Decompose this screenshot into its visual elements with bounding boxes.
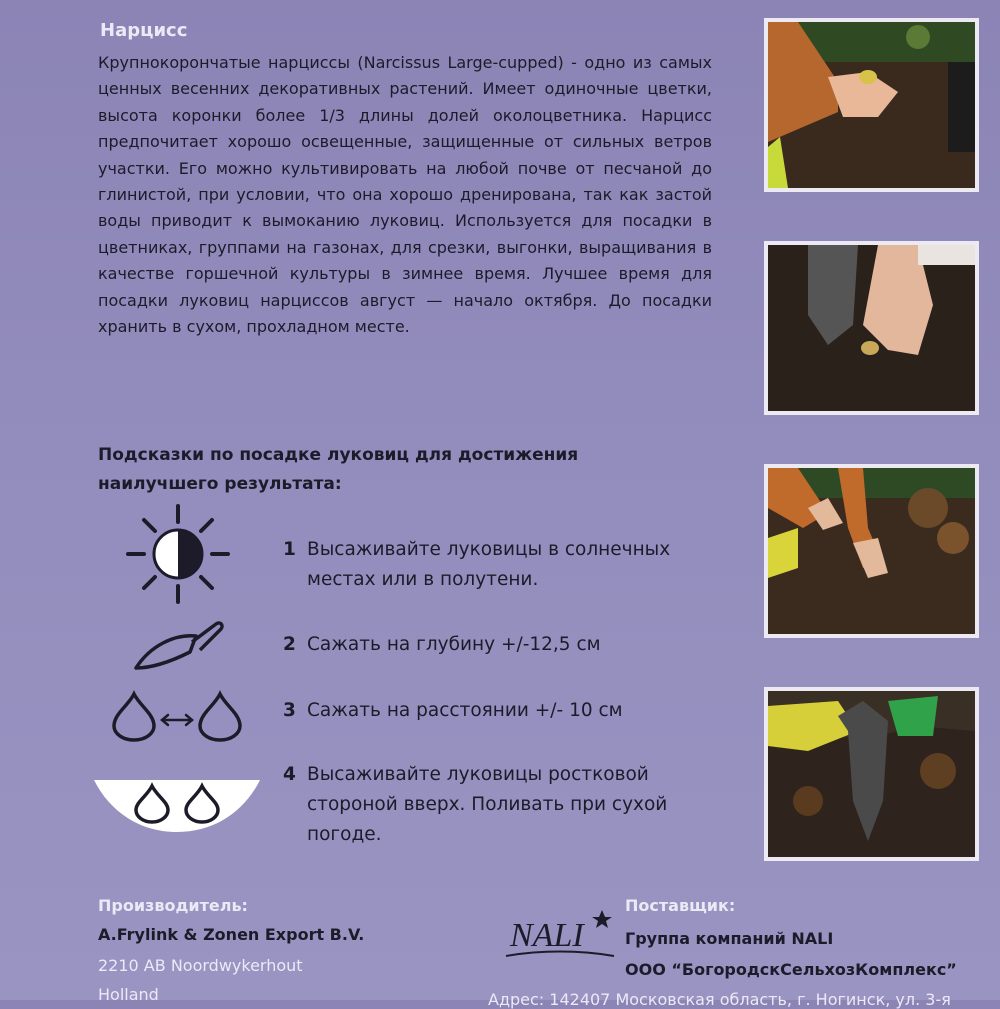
step-number: 2 bbox=[283, 634, 296, 655]
logo-text: NALI bbox=[510, 917, 584, 954]
page-title: Нарцисс bbox=[100, 20, 188, 41]
step-number: 3 bbox=[283, 700, 296, 721]
step-text: Сажать на глубину +/-12,5 см bbox=[307, 634, 601, 655]
step-number: 1 bbox=[283, 539, 296, 560]
supplier-company: ООО “БогородскСельхозКомплекс” bbox=[625, 960, 957, 979]
photo-trowel-in-soil bbox=[764, 687, 979, 861]
sun-half-shade-icon bbox=[124, 504, 232, 604]
tips-heading: Подсказки по посадке луковиц для достижения наилучшего результата: bbox=[98, 445, 579, 494]
step-text: Высаживайте луковицы ростковой стороной вверх. Поливать при сухой погоде. bbox=[307, 764, 668, 845]
intro-paragraph: Крупнокорончатые нарциссы (Narcissus Large-cupped) - одно из самых ценных весенних декоративных растений. Имеет одиночные цветки, высота коронки более 1/3 длины долей околоцветника. Нарцисс предпочитает хорошо освещенные, защищенные от сильных ветров участки. Его можно культивировать на любой почве от песчаной до глинистой, при условии, что она хорошо дренирована, так как застой воды приводит к вымоканию луковиц. Используется для посадки в цветниках, группами на газонах, для срезки, выгонки, выращивания в качестве горшечной культуры в зимнее время. Лучшее время для посадки луковиц нарциссов август — начало октября. До посадки хранить в сухом, прохладном месте. bbox=[98, 53, 712, 337]
photo-hand-holding-bulb bbox=[764, 18, 979, 192]
producer-label: Производитель: bbox=[98, 896, 248, 915]
step-3 bbox=[283, 696, 723, 726]
step-4 bbox=[283, 760, 723, 850]
producer-address: 2210 AB Noordwykerhout bbox=[98, 956, 303, 975]
step-text: Высаживайте луковицы в солнечных местах или в полутени. bbox=[307, 539, 671, 590]
step-text: Сажать на расстоянии +/- 10 см bbox=[307, 700, 623, 721]
photo-planting-bulb bbox=[764, 241, 979, 415]
supplier-group: Группа компаний NALI bbox=[625, 929, 834, 948]
supplier-label: Поставщик: bbox=[625, 896, 736, 915]
trowel-icon bbox=[130, 616, 226, 674]
step-number: 4 bbox=[283, 764, 296, 785]
step-1 bbox=[283, 535, 723, 595]
bulbs-in-soil-icon bbox=[94, 776, 260, 834]
producer-country: Holland bbox=[98, 985, 159, 1004]
supplier-address: Адрес: 142407 Московская область, г. Ногинск, ул. 3-я bbox=[488, 990, 951, 1009]
nali-logo bbox=[500, 898, 620, 968]
bulb-spacing-icon bbox=[110, 690, 244, 742]
producer-name: A.Frylink & Zonen Export B.V. bbox=[98, 925, 365, 944]
photo-digging-hole bbox=[764, 464, 979, 638]
step-2 bbox=[283, 630, 723, 660]
